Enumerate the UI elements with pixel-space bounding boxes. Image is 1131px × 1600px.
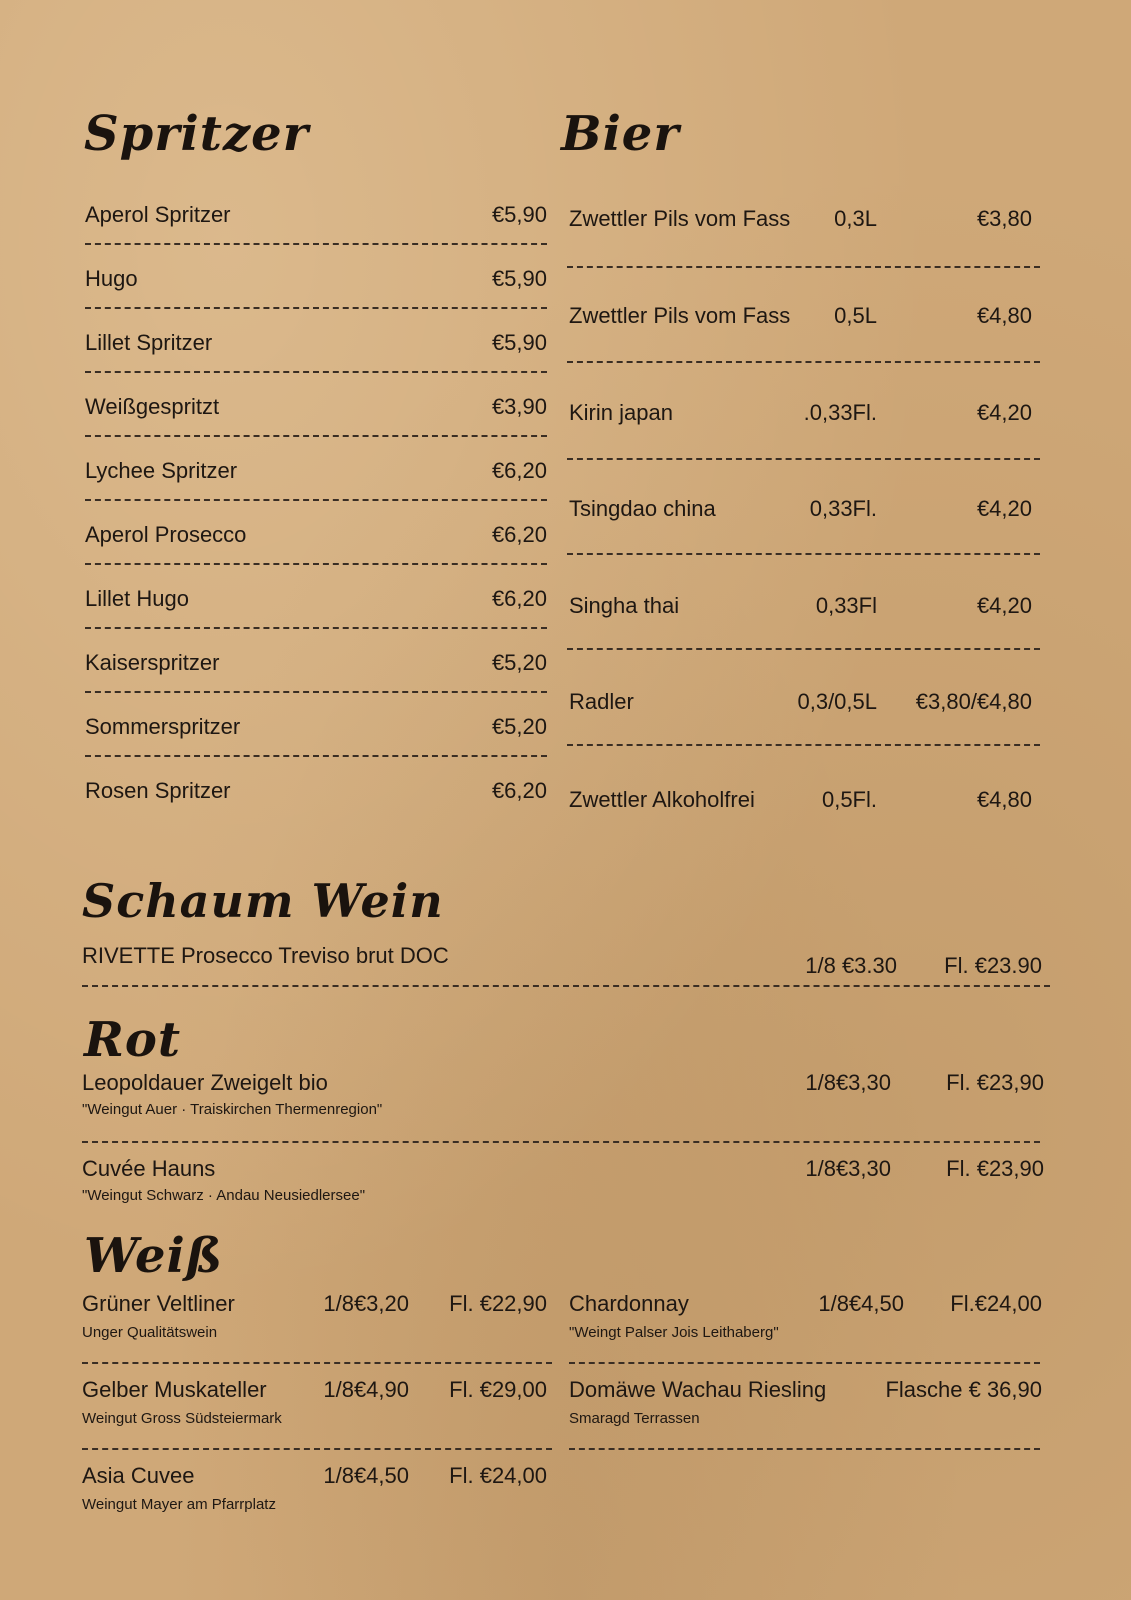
item-subtitle: "Weingut Schwarz · Andau Neusiedlersee" [82, 1187, 366, 1204]
item-name: Kaiserspritzer [85, 650, 220, 675]
item-name: Singha thai [569, 593, 680, 618]
item-name: Grüner Veltliner [82, 1291, 235, 1316]
item-subtitle: Weingut Gross Südsteiermark [82, 1410, 282, 1427]
item-price: €5,90 [491, 202, 547, 227]
item-price: €3,80 [976, 206, 1032, 231]
item-price: €4,20 [976, 593, 1032, 618]
item-glass-price: 1/8€4,50 [323, 1463, 409, 1488]
item-price: €6,20 [491, 522, 547, 547]
weiss-heading: Weiß [84, 1228, 224, 1284]
item-glass-price: 1/8€3,30 [805, 1156, 891, 1181]
item-price: €6,20 [491, 586, 547, 611]
item-price: €4,20 [976, 400, 1032, 425]
separator [567, 266, 1040, 268]
separator [567, 458, 1040, 460]
item-size: 0,5L [834, 303, 877, 328]
item-name: Cuvée Hauns [82, 1156, 216, 1181]
separator [567, 553, 1040, 555]
separator [567, 648, 1040, 650]
separator [85, 499, 547, 501]
item-name: Gelber Muskateller [82, 1377, 267, 1402]
item-glass-price: 1/8€3,30 [805, 1070, 891, 1095]
item-name: Lychee Spritzer [85, 458, 238, 483]
item-size: 0,5Fl. [821, 787, 877, 812]
item-price: €4,80 [976, 303, 1032, 328]
item-bottle-price: Fl. €23.90 [944, 953, 1042, 978]
item-name: Asia Cuvee [82, 1463, 195, 1488]
item-name: Lillet Hugo [85, 586, 189, 611]
item-subtitle: Smaragd Terrassen [569, 1410, 700, 1427]
separator [82, 1362, 552, 1364]
item-price: €5,20 [491, 650, 547, 675]
separator [82, 1141, 1040, 1143]
separator [567, 744, 1040, 746]
item-bottle-price: Fl. €22,90 [449, 1291, 547, 1316]
item-subtitle: Weingut Mayer am Pfarrplatz [82, 1496, 276, 1513]
item-name: Kirin japan [569, 400, 673, 425]
separator [85, 755, 547, 757]
item-bottle-price: Fl. €24,00 [449, 1463, 547, 1488]
separator [569, 1362, 1040, 1364]
item-name: Zwettler Pils vom Fass [569, 303, 791, 328]
separator [85, 307, 547, 309]
item-price: €5,90 [491, 330, 547, 355]
item-size: 0,33Fl. [809, 496, 877, 521]
item-price: €4,20 [976, 496, 1032, 521]
item-price: €3,80/€4,80 [915, 689, 1032, 714]
separator [85, 243, 547, 245]
item-size: .0,33Fl. [803, 400, 877, 425]
separator [85, 371, 547, 373]
separator [85, 691, 547, 693]
item-name: RIVETTE Prosecco Treviso brut DOC [82, 943, 449, 968]
separator [82, 1448, 552, 1450]
separator [85, 563, 547, 565]
item-name: Weißgespritzt [85, 394, 220, 419]
spritzer-heading: Spritzer [84, 106, 310, 162]
rot-heading: Rot [84, 1012, 182, 1068]
item-glass-price: 1/8 €3.30 [805, 953, 897, 978]
item-bottle-price: Fl. €23,90 [946, 1070, 1044, 1095]
item-glass-price: 1/8€4,90 [323, 1377, 409, 1402]
item-name: Zwettler Alkoholfrei [569, 787, 755, 812]
item-name: Sommerspritzer [85, 714, 241, 739]
item-glass-price: 1/8€4,50 [818, 1291, 904, 1316]
item-price: €3,90 [491, 394, 547, 419]
item-name: Leopoldauer Zweigelt bio [82, 1070, 328, 1095]
item-price: €5,20 [491, 714, 547, 739]
item-name: Radler [569, 689, 634, 714]
item-name: Rosen Spritzer [85, 778, 231, 803]
item-name: Chardonnay [569, 1291, 689, 1316]
item-name: Lillet Spritzer [85, 330, 213, 355]
item-size: 0,3L [834, 206, 877, 231]
item-price: €5,90 [491, 266, 547, 291]
item-price: €6,20 [491, 778, 547, 803]
item-bottle-price: Fl.€24,00 [950, 1291, 1042, 1316]
separator [82, 985, 1050, 987]
schaumwein-heading: Schaum Wein [82, 874, 444, 928]
item-name: Aperol Spritzer [85, 202, 231, 227]
item-name: Hugo [85, 266, 138, 291]
item-price: €4,80 [976, 787, 1032, 812]
bier-heading: Bier [561, 106, 680, 162]
item-name: Tsingdao china [569, 496, 716, 521]
item-price: €6,20 [491, 458, 547, 483]
item-subtitle: Unger Qualitätswein [82, 1324, 218, 1341]
item-subtitle: "Weingut Auer · Traiskirchen Thermenregion" [82, 1101, 383, 1118]
separator [567, 361, 1040, 363]
item-bottle-price: Fl. €23,90 [946, 1156, 1044, 1181]
item-size: 0,3/0,5L [797, 689, 877, 714]
separator [85, 435, 547, 437]
item-bottle-price: Flasche € 36,90 [885, 1377, 1042, 1402]
item-glass-price: 1/8€3,20 [323, 1291, 409, 1316]
item-name: Domäwe Wachau Riesling [569, 1377, 827, 1402]
item-name: Aperol Prosecco [85, 522, 247, 547]
item-name: Zwettler Pils vom Fass [569, 206, 791, 231]
item-size: 0,33Fl [815, 593, 877, 618]
item-subtitle: "Weingt Palser Jois Leithaberg" [569, 1324, 779, 1341]
separator [569, 1448, 1040, 1450]
separator [85, 627, 547, 629]
item-bottle-price: Fl. €29,00 [449, 1377, 547, 1402]
